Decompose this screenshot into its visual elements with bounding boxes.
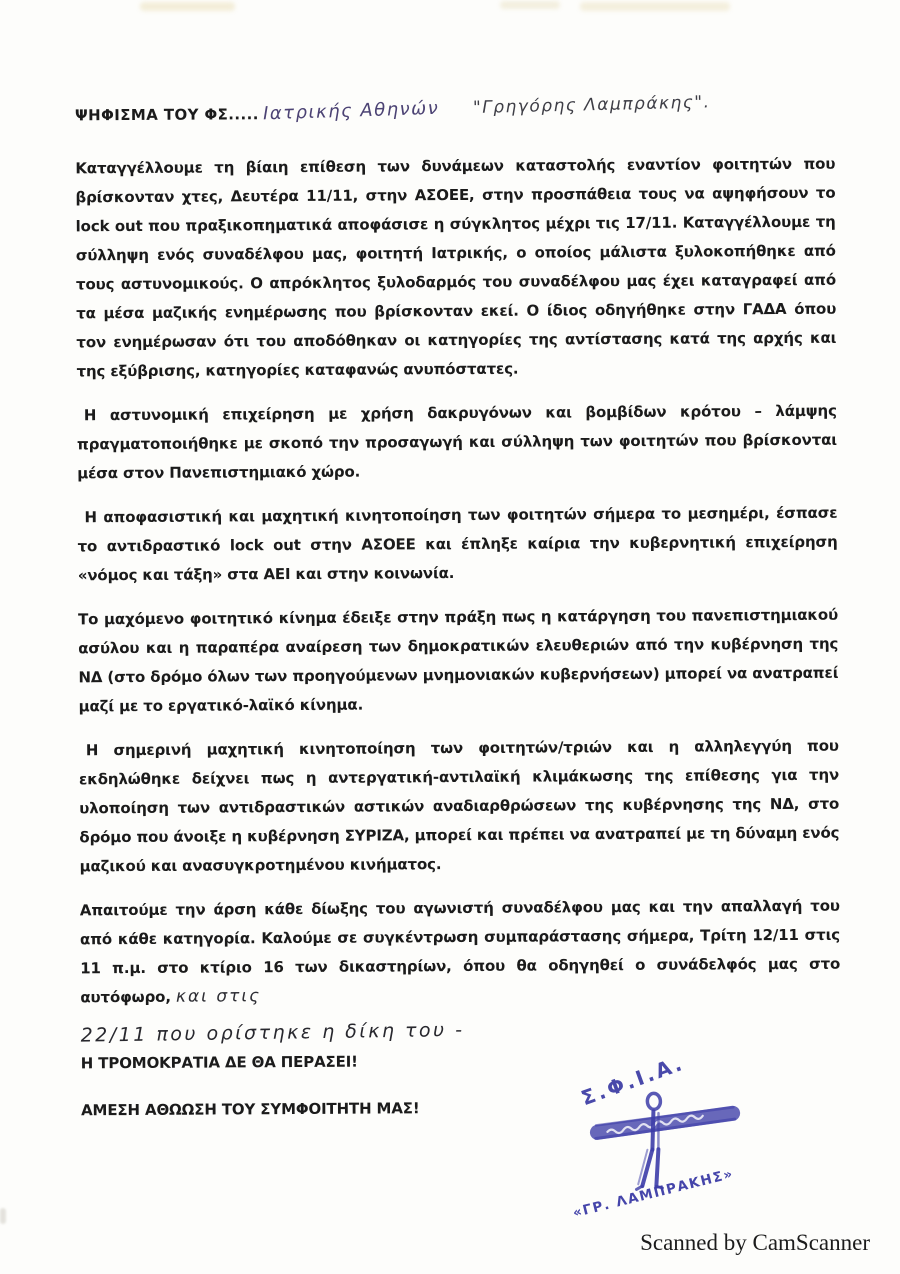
camscanner-watermark: Scanned by CamScanner — [640, 1230, 870, 1255]
paragraph-denunciation: Καταγγέλλουμε τη βίαιη επίθεση των δυνάμεων καταστολής εναντίον φοιτητών που βρίσκονταν χτες, Δευτέρα 11/11, στην ΑΣΟΕΕ, στην προσπάθεια τους να αψηφήσουν το lock out που πραξικοπηματικά αποφάσισε η σύγκλητος μέχρι τις 17/11. Καταγγέλλουμε τη σύλληψη ενός συναδέλφου μας, φοιτητή Ιατρικής, ο οποίος μάλιστα ξυλοκοπήθηκε από τους αστυνομικούς. Ο απρόκλητος ξυλοδαρμός του συναδέλφου μας έχει καταγραφεί από τα μέσα μαζικής ενημέρωσης που βρίσκονταν εκεί. Ο ίδιος οδηγήθηκε στην ΓΑΔΑ όπου τον ενημέρωσαν ότι του αποδόθηκαν οι κατηγορίες της αντίστασης κατά της αρχής και της εξύβρισης, κατηγορίες καταφανώς ανυπόστατες. — [75, 154, 837, 381]
document-heading — [75, 94, 835, 125]
paragraph-demands-printed: Απαιτούμε την άρση κάθε δίωξης του αγωνιστή συναδέλφου μας και την απαλλαγή του από κάθε κατηγορία. Καλούμε σε συγκέντρωση συμπαράστασης σήμερα, Τρίτη 12/11 στις 11 π.μ. στο κτίριο 16 των δικαστηρίων, όπου θα οδηγηθεί ο συνάδελφός μας στο αυτόφωρο, — [79, 896, 841, 1007]
handwritten-faculty: Ιατρικής Αθηνών — [262, 97, 440, 125]
handwritten-trial-date-line: 22/11 που ορίστηκε η δίκη του - — [80, 1018, 465, 1047]
stamp-bottom-text: «ΓΡ. ΛΑΜΠΡΑΚΗΣ» — [571, 1165, 736, 1222]
handwritten-inline-addition: και στις — [175, 986, 262, 1007]
scan-artifact — [580, 2, 730, 11]
paragraph-solidarity: Η σημερινή μαχητική κινητοποίηση των φοιτητών/τριών και η αλληλεγγύη που εκδηλώθηκε δείχνει πως η αντεργατική-αντιλαϊκή κλιμάκωσης της επίθεσης για την υλοποίηση των αντιδραστικών αστικών αναδιαρθρώσεων της κυβέρνησης της ΝΔ, στο δρόμο που άνοιξε η κυβέρνηση ΣΥΡΙΖΑ, μπορεί και πρέπει να ανατραπεί με τη δύναμη ενός μαζικού και ανασυγκροτημένου κινήματος. — [78, 736, 840, 876]
paragraph-demands — [80, 892, 841, 1013]
paragraph-mobilization: Η αποφασιστική και μαχητική κινητοποίηση των φοιτητών σήμερα το μεσημέρι, έσπασε το αντιδραστικό lock out στην ΑΣΟΕΕ και έπληξε καίρια την κυβερνητική επιχείρηση «νόμος και τάξη» στα ΑΕΙ και στην κοινωνία. — [77, 503, 838, 585]
paragraph-student-movement: Το μαχόμενο φοιτητικό κίνημα έδειξε στην πράξη πως η κατάργηση του πανεπιστημιακού ασύλου και η παραπέρα αναίρεση των δημοκρατικών ελευθεριών από την κυβέρνηση της ΝΔ (στο δρόμο όλων των προηγούμενων μνημονιακών κυβερνήσεων) μπορεί να ανατραπεί μαζί με το εργατικό-λαϊκό κίνημα. — [77, 605, 839, 716]
paragraph-police-operation: Η αστυνομική επιχείρηση με χρήση δακρυγόνων και βομβίδων κρότου – λάμψης πραγματοποιήθηκε με σκοπό την προσαγωγή και σύλληψη των φοιτητών που βρίσκονται μέσα στον Πανεπιστημιακό χώρο. — [76, 401, 838, 483]
slogan-acquit-fellow-student: ΑΜΕΣΗ ΑΘΩΩΣΗ ΤΟΥ ΣΥΜΦΟΙΤΗΤΗ ΜΑΣ! — [80, 1099, 420, 1120]
heading-printed-label: ΨΗΦΙΣΜΑ ΤΟΥ ΦΣ..... — [74, 105, 259, 125]
scan-artifact — [500, 1, 560, 9]
slogan-terror-will-not-pass: Η ΤΡΟΜΟΚΡΑΤΙΑ ΔΕ ΘΑ ΠΕΡΑΣΕΙ! — [80, 1052, 358, 1073]
document-content — [75, 94, 841, 1126]
scan-artifact — [140, 2, 235, 11]
scan-artifact — [0, 1208, 6, 1224]
handwritten-association-name: "Γρηγόρης Λαμπράκης". — [472, 92, 711, 118]
association-stamp — [562, 1050, 800, 1222]
document-body — [75, 150, 841, 1126]
stamp-top-text: Σ.Φ.Ι.Α. — [577, 1050, 688, 1111]
